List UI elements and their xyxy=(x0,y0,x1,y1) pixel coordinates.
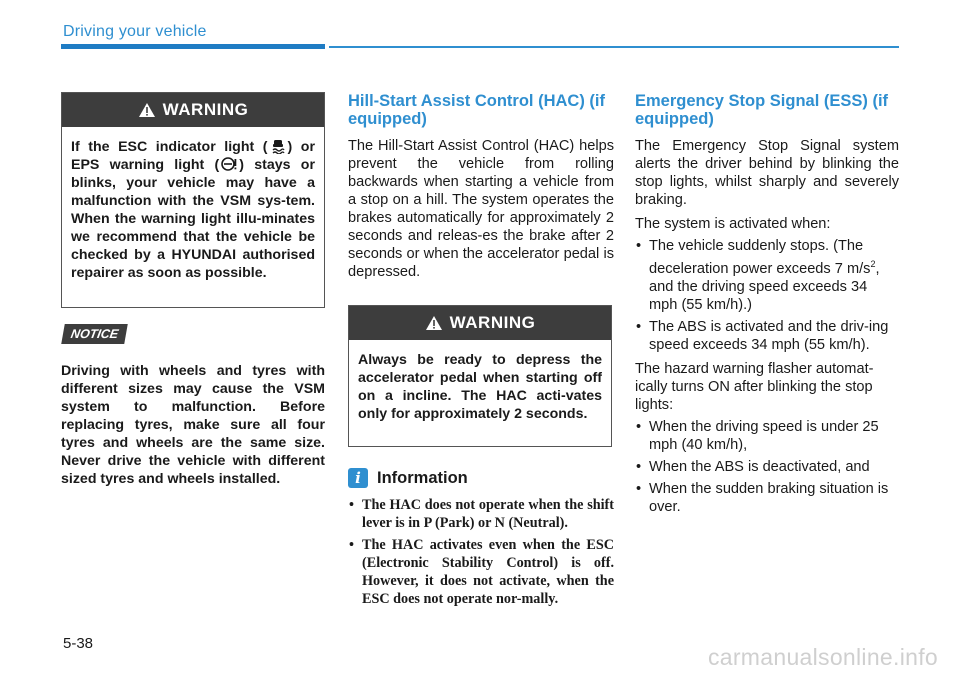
header-rule-light xyxy=(329,46,899,48)
list-item-text: , and the driving speed exceeds 34 mph (55 km/h).) xyxy=(649,260,880,313)
info-list xyxy=(348,496,614,608)
info-header xyxy=(348,468,614,488)
column-right xyxy=(635,92,899,520)
hac-heading: Hill-Start Assist Control (HAC) (if equipped) xyxy=(348,92,605,128)
header-rule-dark xyxy=(61,44,325,49)
list-item: • The ABS is activated and the driv-ing speed exceeds 34 mph (55 km/h). xyxy=(635,318,899,354)
column-middle xyxy=(348,92,614,612)
ess-body: The Emergency Stop Signal system alerts the driver behind by blinking the stop lights, whilst sharply and severely braking. xyxy=(635,138,899,208)
warning-text xyxy=(62,127,324,294)
superscript: 2 xyxy=(870,259,876,269)
column-left xyxy=(61,92,325,488)
list-item: • When the sudden braking situation is over. xyxy=(635,480,899,516)
eps-warning-icon xyxy=(221,156,237,172)
info-title: Information xyxy=(377,468,468,487)
page-number: 5-38 xyxy=(63,635,94,652)
hac-warning-box xyxy=(348,305,612,447)
esc-warning-box xyxy=(61,92,325,308)
ess-activated-list xyxy=(635,237,899,354)
warning-text-part1: If the ESC indicator light ( xyxy=(71,139,268,155)
notice-text: Driving with wheels and tyres with different sizes may cause the VSM system to malfunction. Before replacing tyres, make sure all four tyres and wheels are the same size. Never drive the vehicle with different sized tyres and wheels installed. xyxy=(61,363,325,487)
list-item xyxy=(635,237,899,314)
hac-body: The Hill-Start Assist Control (HAC) helps prevent the vehicle from rolling backwards when starting a vehicle from a stop on a hill. The system operates the brakes automatically for approximately 2 seconds and releas-es the brake after 2 seconds or when the accelerator pedal is depressed. xyxy=(348,138,614,280)
notice-badge: NOTICE xyxy=(61,324,128,344)
esc-indicator-icon xyxy=(270,138,286,154)
list-item-text: The vehicle suddenly stops. (The deceleration power exceeds 7 m/s xyxy=(649,238,871,277)
warning-triangle-icon xyxy=(138,102,156,118)
warning-header xyxy=(349,306,611,340)
list-item: • When the ABS is deactivated, and xyxy=(635,458,899,476)
info-item: • The HAC activates even when the ESC (Electronic Stability Control) is off. However, it does not activate, when the ESC does not operate nor-mally. xyxy=(348,536,614,608)
ess-hazard-list xyxy=(635,418,899,516)
list-item: • When the driving speed is under 25 mph (40 km/h), xyxy=(635,418,899,454)
ess-hazard-text: The hazard warning flasher automat-ically turns ON after blinking the stop lights: xyxy=(635,360,874,413)
section-title: Driving your vehicle xyxy=(63,23,207,40)
warning-triangle-icon xyxy=(425,315,443,331)
ess-activated-intro: The system is activated when: xyxy=(635,216,831,232)
warning-label: WARNING xyxy=(162,100,249,119)
watermark: carmanualsonline.info xyxy=(707,644,938,670)
warning-header xyxy=(62,93,324,127)
warning-label: WARNING xyxy=(449,313,536,332)
hac-warning-text: Always be ready to depress the accelerator pedal when starting off on a incline. The HAC acti-vates only for approximately 2 seconds. xyxy=(358,352,602,422)
warning-text-part3: ) stays or blinks, your vehicle may have a malfunction with the VSM sys-tem. When the warning light illu-minates we recommend that the vehicle be checked by a HYUNDAI authorised repairer as soon as possible. xyxy=(71,157,315,281)
warning-text-part2: ) or EPS warning light ( xyxy=(71,139,315,173)
info-item: • The HAC does not operate when the shift lever is in P (Park) or N (Neutral). xyxy=(348,496,614,532)
information-icon: i xyxy=(348,468,368,488)
ess-heading: Emergency Stop Signal (ESS) (if equipped) xyxy=(635,92,889,128)
